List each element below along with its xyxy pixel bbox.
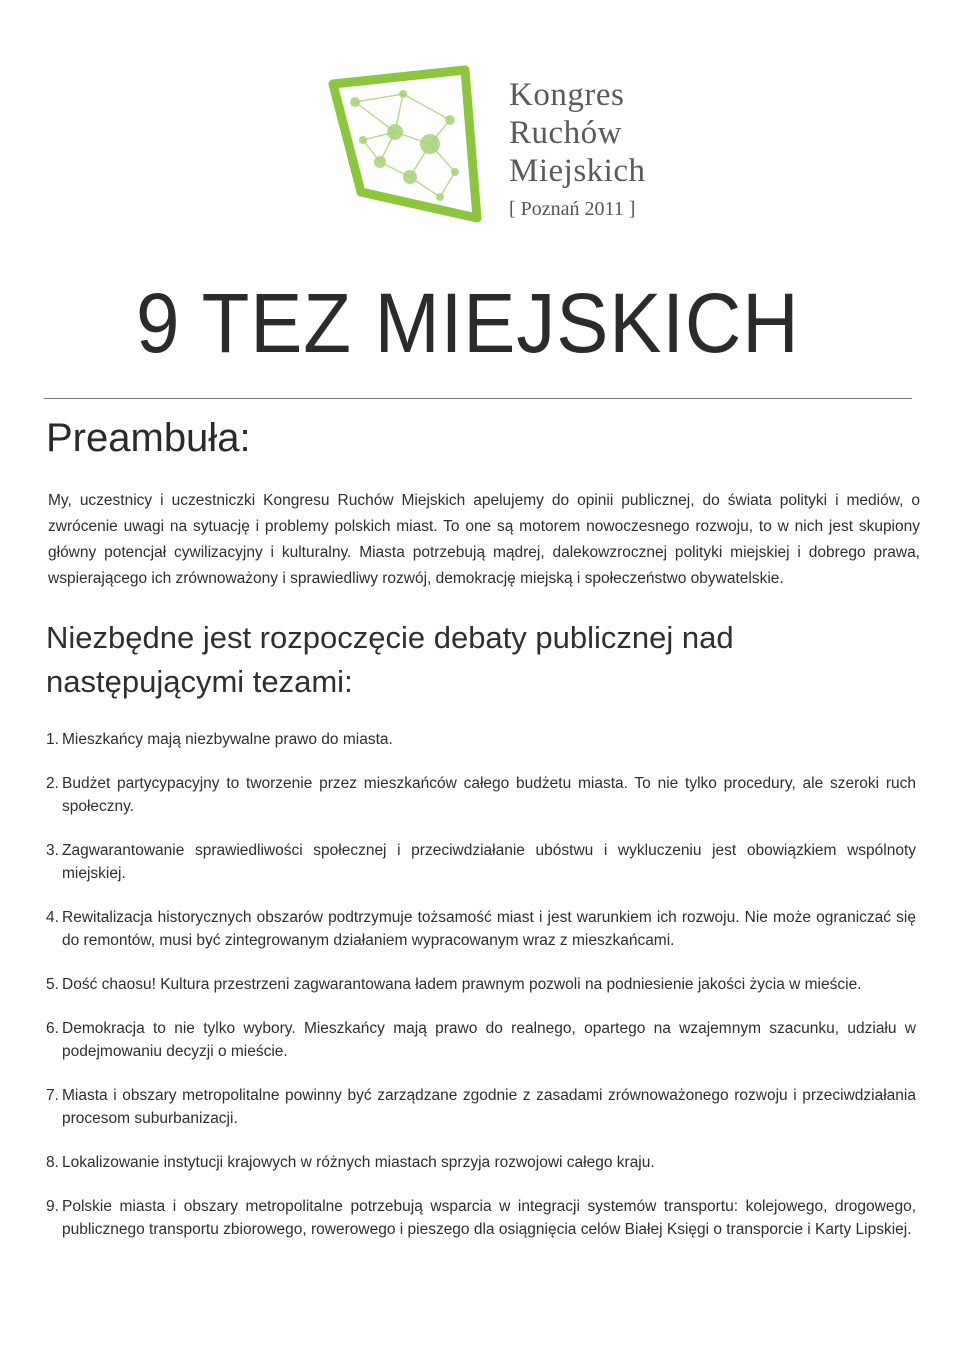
- preamble-heading: Preambuła:: [46, 416, 251, 460]
- thesis-number: 7.: [46, 1087, 59, 1104]
- thesis-item: [46, 1017, 916, 1063]
- thesis-number: 9.: [46, 1198, 59, 1215]
- thesis-text: Demokracja to nie tylko wybory. Mieszkańcy mają prawo do realnego, opartego na wzajemnym szacunku, udziału w podejmowaniu decyzji o mieście.: [62, 1020, 916, 1060]
- logo-wordmark: [509, 76, 645, 222]
- thesis-item: [46, 1195, 916, 1241]
- logo-subtitle: [ Poznań 2011 ]: [509, 198, 636, 220]
- thesis-number: 3.: [46, 842, 59, 859]
- thesis-text: Miasta i obszary metropolitalne powinny być zarządzane zgodnie z zasadami zrównoważonego rozwoju i przeciwdziałania procesom suburbanizacji.: [62, 1087, 916, 1127]
- thesis-number: 1.: [46, 731, 59, 748]
- logo-line-3: Miejskich: [509, 153, 646, 189]
- thesis-item: [46, 839, 916, 885]
- preamble-text: My, uczestnicy i uczestniczki Kongresu Ruchów Miejskich apelujemy do opinii publicznej, do świata polityki i mediów, o zwrócenie uwagi na sytuację i problemy polskich miast. To one są motorem nowoczesnego rozwoju, to w nich jest skupiony główny potencjał cywilizacyjny i kulturalny. Miasta potrzebują mądrej, dalekowzrocznej polityki miejskiej i dobrego prawa, wspierającego ich zrównoważony i sprawiedliwy rozwój, demokrację miejską i społeczeństwo obywatelskie.: [48, 492, 920, 587]
- thesis-item: [46, 1084, 916, 1130]
- thesis-text: Budżet partycypacyjny to tworzenie przez mieszkańców całego budżetu miasta. To nie tylko procedury, ale szeroki ruch społeczny.: [62, 775, 916, 815]
- thesis-number: 8.: [46, 1154, 59, 1171]
- thesis-text: Rewitalizacja historycznych obszarów podtrzymuje tożsamość miast i jest warunkiem ich rozwoju. Nie może ograniczać się do remontów, musi być zintegrowanym działaniem wypracowanym wraz z mieszkańcami.: [62, 909, 916, 949]
- thesis-text: Zagwarantowanie sprawiedliwości społecznej i przeciwdziałanie ubóstwu i wykluczeniu jest obowiązkiem wspólnoty miejskiej.: [62, 842, 916, 882]
- thesis-item: [46, 728, 916, 751]
- thesis-text: Dość chaosu! Kultura przestrzeni zagwarantowana ładem prawnym pozwoli na podniesienie jakości życia w mieście.: [62, 976, 862, 993]
- thesis-item: [46, 906, 916, 952]
- debate-heading: Niezbędne jest rozpoczęcie debaty publicznej nad następującymi tezami:: [46, 620, 734, 699]
- thesis-number: 6.: [46, 1020, 59, 1037]
- thesis-number: 2.: [46, 775, 59, 792]
- congress-logo: [325, 62, 665, 232]
- thesis-text: Polskie miasta i obszary metropolitalne potrzebują wsparcia w integracji systemów transportu: kolejowego, drogowego, publicznego transportu zbiorowego, rowerowego i pieszego dla osiągnięcia celów Białej Księgi o transporcie i Karty Lipskiej.: [62, 1198, 916, 1238]
- theses-list: [46, 728, 916, 1262]
- title-divider: [44, 398, 912, 399]
- thesis-item: [46, 973, 916, 996]
- thesis-item: [46, 1151, 916, 1174]
- logo-line-1: Kongres: [509, 77, 625, 113]
- network-graph-icon: [325, 62, 485, 227]
- logo-line-2: Ruchów: [509, 115, 622, 151]
- thesis-number: 4.: [46, 909, 59, 926]
- page-title: 9 TEZ MIEJSKICH: [136, 276, 800, 370]
- thesis-text: Mieszkańcy mają niezbywalne prawo do miasta.: [62, 731, 393, 748]
- thesis-number: 5.: [46, 976, 59, 993]
- thesis-text: Lokalizowanie instytucji krajowych w różnych miastach sprzyja rozwojowi całego kraju.: [62, 1154, 655, 1171]
- thesis-item: [46, 772, 916, 818]
